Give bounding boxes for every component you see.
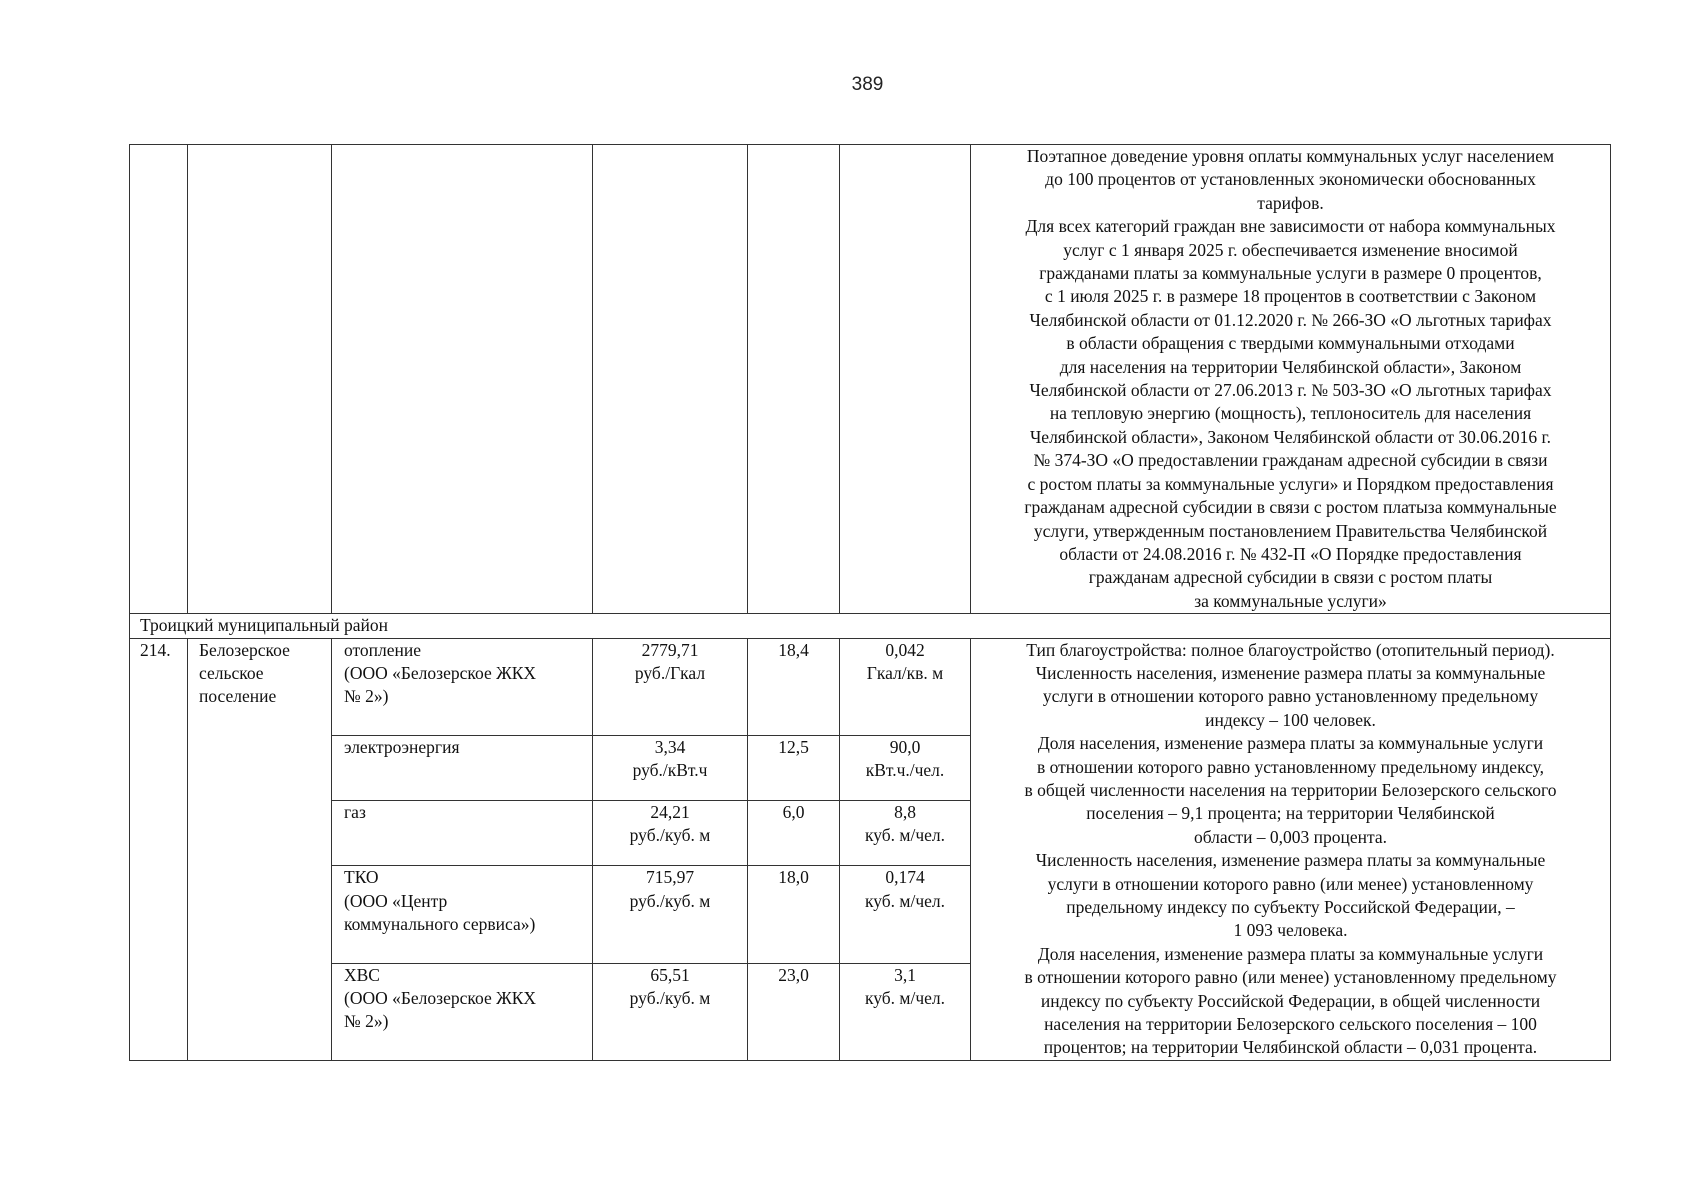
entry-description [971,638,1611,1060]
text-line: области от 24.08.2016 г. № 432-П «О Порядке предоставления [1059,543,1522,564]
region-row [130,614,1611,638]
text-line: индексу по субъекту Российской Федерации, в общей численности [1040,990,1541,1011]
service-name [332,866,593,963]
text-line: услуги в отношении которого равно установленному предельному [1042,686,1539,707]
text-line: 0,174 [885,867,925,888]
text-line: 8,8 [894,802,916,823]
service-index: 6,0 [748,801,840,866]
service-volume [840,638,971,735]
service-index: 18,0 [748,866,840,963]
continuation-description [971,145,1611,614]
text-line: 3,34 [654,736,686,757]
text-line: населения на территории Белозерского сельского поселения – 100 [1044,1014,1537,1035]
text-line: поселения – 9,1 процента; на территории Челябинской [1086,803,1495,824]
entry-number: 214. [130,638,188,1060]
text-line: Белозерское [199,639,290,660]
text-line: Численность населения, изменение размера платы за коммунальные [1035,850,1546,871]
text-line: за коммунальные услуги» [1194,590,1387,611]
text-line: услуги в отношении которого равно (или менее) установленному [1047,873,1534,894]
service-tariff [593,963,748,1060]
service-tariff [593,735,748,800]
text-line: Гкал/кв. м [866,662,944,683]
text-line: 90,0 [889,736,921,757]
text-line: индексу – 100 человек. [1205,709,1376,730]
text-line: отопление [344,639,422,660]
empty-cell [188,145,332,614]
text-line: (ООО «Белозерское ЖКХ [344,662,537,683]
text-line: руб./куб. м [629,987,711,1008]
text-line: предельному индексу по субъекту Российской Федерации, – [1066,897,1515,917]
continuation-row [130,145,1611,614]
text-line: (ООО «Центр [344,890,448,911]
empty-cell [593,145,748,614]
service-tariff [593,801,748,866]
text-line: № 2») [344,686,389,707]
service-row [130,638,1611,735]
text-line: области – 0,003 процента. [1193,826,1388,847]
text-line: с ростом платы за коммунальные услуги» и Порядком предоставления [1027,473,1554,494]
text-line: куб. м/чел. [864,890,946,911]
text-line: ТКО [344,867,379,888]
text-line: руб./куб. м [629,825,711,846]
text-line: № 374-ЗО «О предоставлении гражданам адресной субсидии в связи [1033,450,1548,471]
service-volume [840,735,971,800]
text-line: электроэнергия [344,736,460,757]
text-line: Челябинской области», Законом Челябинской области от 30.06.2016 г. [1029,426,1552,447]
text-line: 1 093 человека. [1233,920,1348,941]
settlement-name [188,638,332,1060]
text-line: услуги, утвержденным постановлением Правительства Челябинской [1033,520,1548,541]
text-line: руб./куб. м [629,890,711,911]
empty-cell [748,145,840,614]
text-line: Поэтапное доведение уровня оплаты коммунальных услуг населением [1026,146,1555,166]
service-volume [840,801,971,866]
text-line: 3,1 [894,964,916,985]
text-line: тарифов. [1257,192,1324,213]
text-line: (ООО «Белозерское ЖКХ [344,987,537,1008]
service-name [332,735,593,800]
text-line: руб./кВт.ч [632,760,708,781]
text-line: 0,042 [885,639,925,660]
service-tariff [593,638,748,735]
text-line: для населения на территории Челябинской области», Законом [1059,356,1522,377]
text-line: сельское [199,662,264,683]
service-volume [840,866,971,963]
tariff-table [129,144,1611,1061]
text-line: в отношении которого равно установленному предельному индексу, [1036,756,1545,777]
text-line: гражданами платы за коммунальные услуги в размере 0 процентов, [1039,263,1542,284]
region-name: Троицкий муниципальный район [130,614,1611,638]
text-line: на тепловую энергию (мощность), теплоноситель для населения [1049,403,1532,424]
service-index: 23,0 [748,963,840,1060]
text-line: с 1 июля 2025 г. в размере 18 процентов в соответствии с Законом [1044,286,1537,307]
text-line: Численность населения, изменение размера платы за коммунальные [1035,662,1546,683]
empty-cell [332,145,593,614]
text-line: куб. м/чел. [864,825,946,846]
text-line: Челябинской области от 01.12.2020 г. № 266-ЗО «О льготных тарифах [1029,309,1552,330]
text-line: куб. м/чел. [864,987,946,1008]
text-line: ХВС [344,964,380,985]
text-line: услуг с 1 января 2025 г. обеспечивается изменение вносимой [1063,239,1518,260]
text-line: № 2») [344,1011,389,1032]
text-line: гражданам адресной субсидии в связи с ростом платы [1088,567,1493,588]
service-index: 12,5 [748,735,840,800]
text-line: 2779,71 [641,639,699,660]
service-volume [840,963,971,1060]
text-line: Тип благоустройства: полное благоустройство (отопительный период). [1026,639,1555,660]
text-line: Доля населения, изменение размера платы за коммунальные услуги [1037,733,1544,754]
page-number: 389 [851,74,884,95]
text-line: 65,51 [650,964,690,985]
text-line: в общей численности населения на территории Белозерского сельского [1024,779,1557,800]
text-line: гражданам адресной субсидии в связи с ростом платыза коммунальные [1024,497,1557,518]
text-line: Доля населения, изменение размера платы за коммунальные услуги [1037,943,1544,964]
service-name [332,638,593,735]
empty-cell [130,145,188,614]
service-name [332,963,593,1060]
text-line: кВт.ч./чел. [865,760,945,781]
text-line: до 100 процентов от установленных экономически обоснованных [1045,169,1536,190]
service-index: 18,4 [748,638,840,735]
text-line: в области обращения с твердыми коммунальными отходами [1066,333,1515,354]
text-line: поселение [199,686,277,707]
text-line: Челябинской области от 27.06.2013 г. № 503-ЗО «О льготных тарифах [1029,380,1552,401]
empty-cell [840,145,971,614]
text-line: в отношении которого равно (или менее) установленному предельному [1024,967,1557,988]
service-name [332,801,593,866]
text-line: коммунального сервиса») [344,914,536,935]
text-line: газ [344,802,366,823]
service-tariff [593,866,748,963]
text-line: 715,97 [645,867,695,888]
text-line: руб./Гкал [634,662,706,683]
text-line: Для всех категорий граждан вне зависимости от набора коммунальных [1025,216,1556,237]
text-line: процентов; на территории Челябинской области – 0,031 процента. [1043,1037,1538,1058]
text-line: 24,21 [650,802,690,823]
